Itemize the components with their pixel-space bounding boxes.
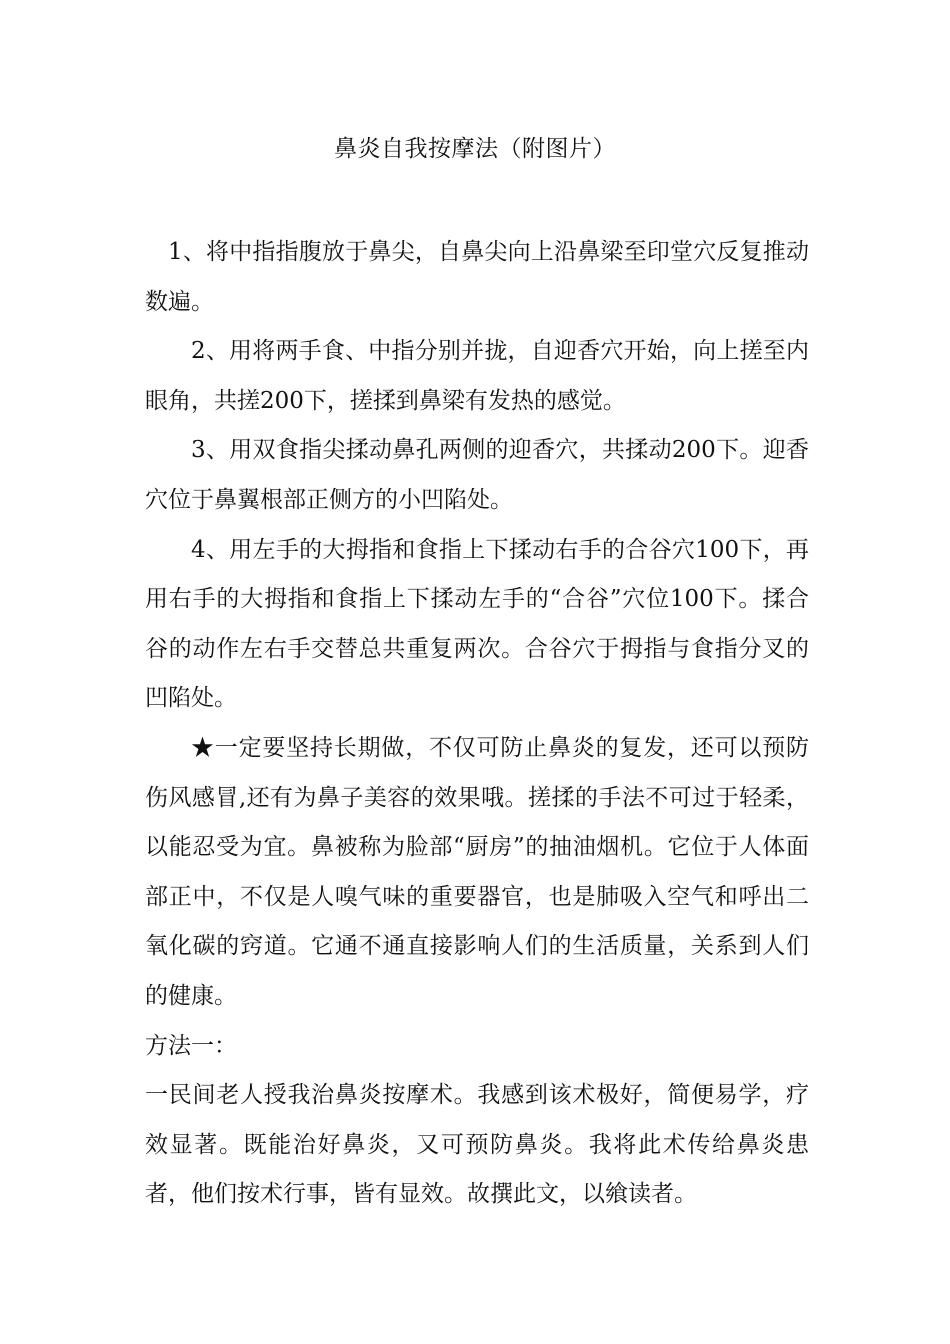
paragraph-step-2: 2、用将两手食、中指分别并拢，自迎香穴开始，向上搓至内眼角，共搓200下，搓揉到鼻梁有发热的感觉。 — [145, 338, 809, 414]
paragraph-method-intro: 一民间老人授我治鼻炎按摩术。我感到该术极好，简便易学，疗效显著。既能治好鼻炎，又可预防鼻炎。我将此术传给鼻炎患者，他们按术行事，皆有显效。故撰此文，以飨读者。 — [145, 1082, 809, 1208]
paragraph-step-1: 1、将中指指腹放于鼻尖，自鼻尖向上沿鼻梁至印堂穴反复推动数遍。 — [145, 239, 809, 315]
paragraph-method-heading: 方法一： — [145, 1032, 237, 1059]
document-title: 鼻炎自我按摩法（附图片） — [334, 136, 616, 162]
document-body — [145, 228, 809, 1220]
paragraph-step-4: 4、用左手的大拇指和食指上下揉动右手的合谷穴100下，再用右手的大拇指和食指上下揉动左手的“合谷”穴位100下。揉合谷的动作左右手交替总共重复两次。合谷穴于拇指与食指分叉的凹陷处。 — [145, 536, 809, 712]
paragraph-note: ★一定要坚持长期做，不仅可防止鼻炎的复发，还可以预防伤风感冒,还有为鼻子美容的效果哦。搓揉的手法不可过于轻柔，以能忍受为宜。鼻被称为脸部“厨房”的抽油烟机。它位于人体面部正中，不仅是人嗅气味的重要器官，也是肺吸入空气和呼出二氧化碳的窍道。它通不通直接影响人们的生活质量，关系到人们的健康。 — [145, 734, 809, 1009]
paragraph-step-3: 3、用双食指尖揉动鼻孔两侧的迎香穴，共揉动200下。迎香穴位于鼻翼根部正侧方的小凹陷处。 — [145, 437, 809, 513]
